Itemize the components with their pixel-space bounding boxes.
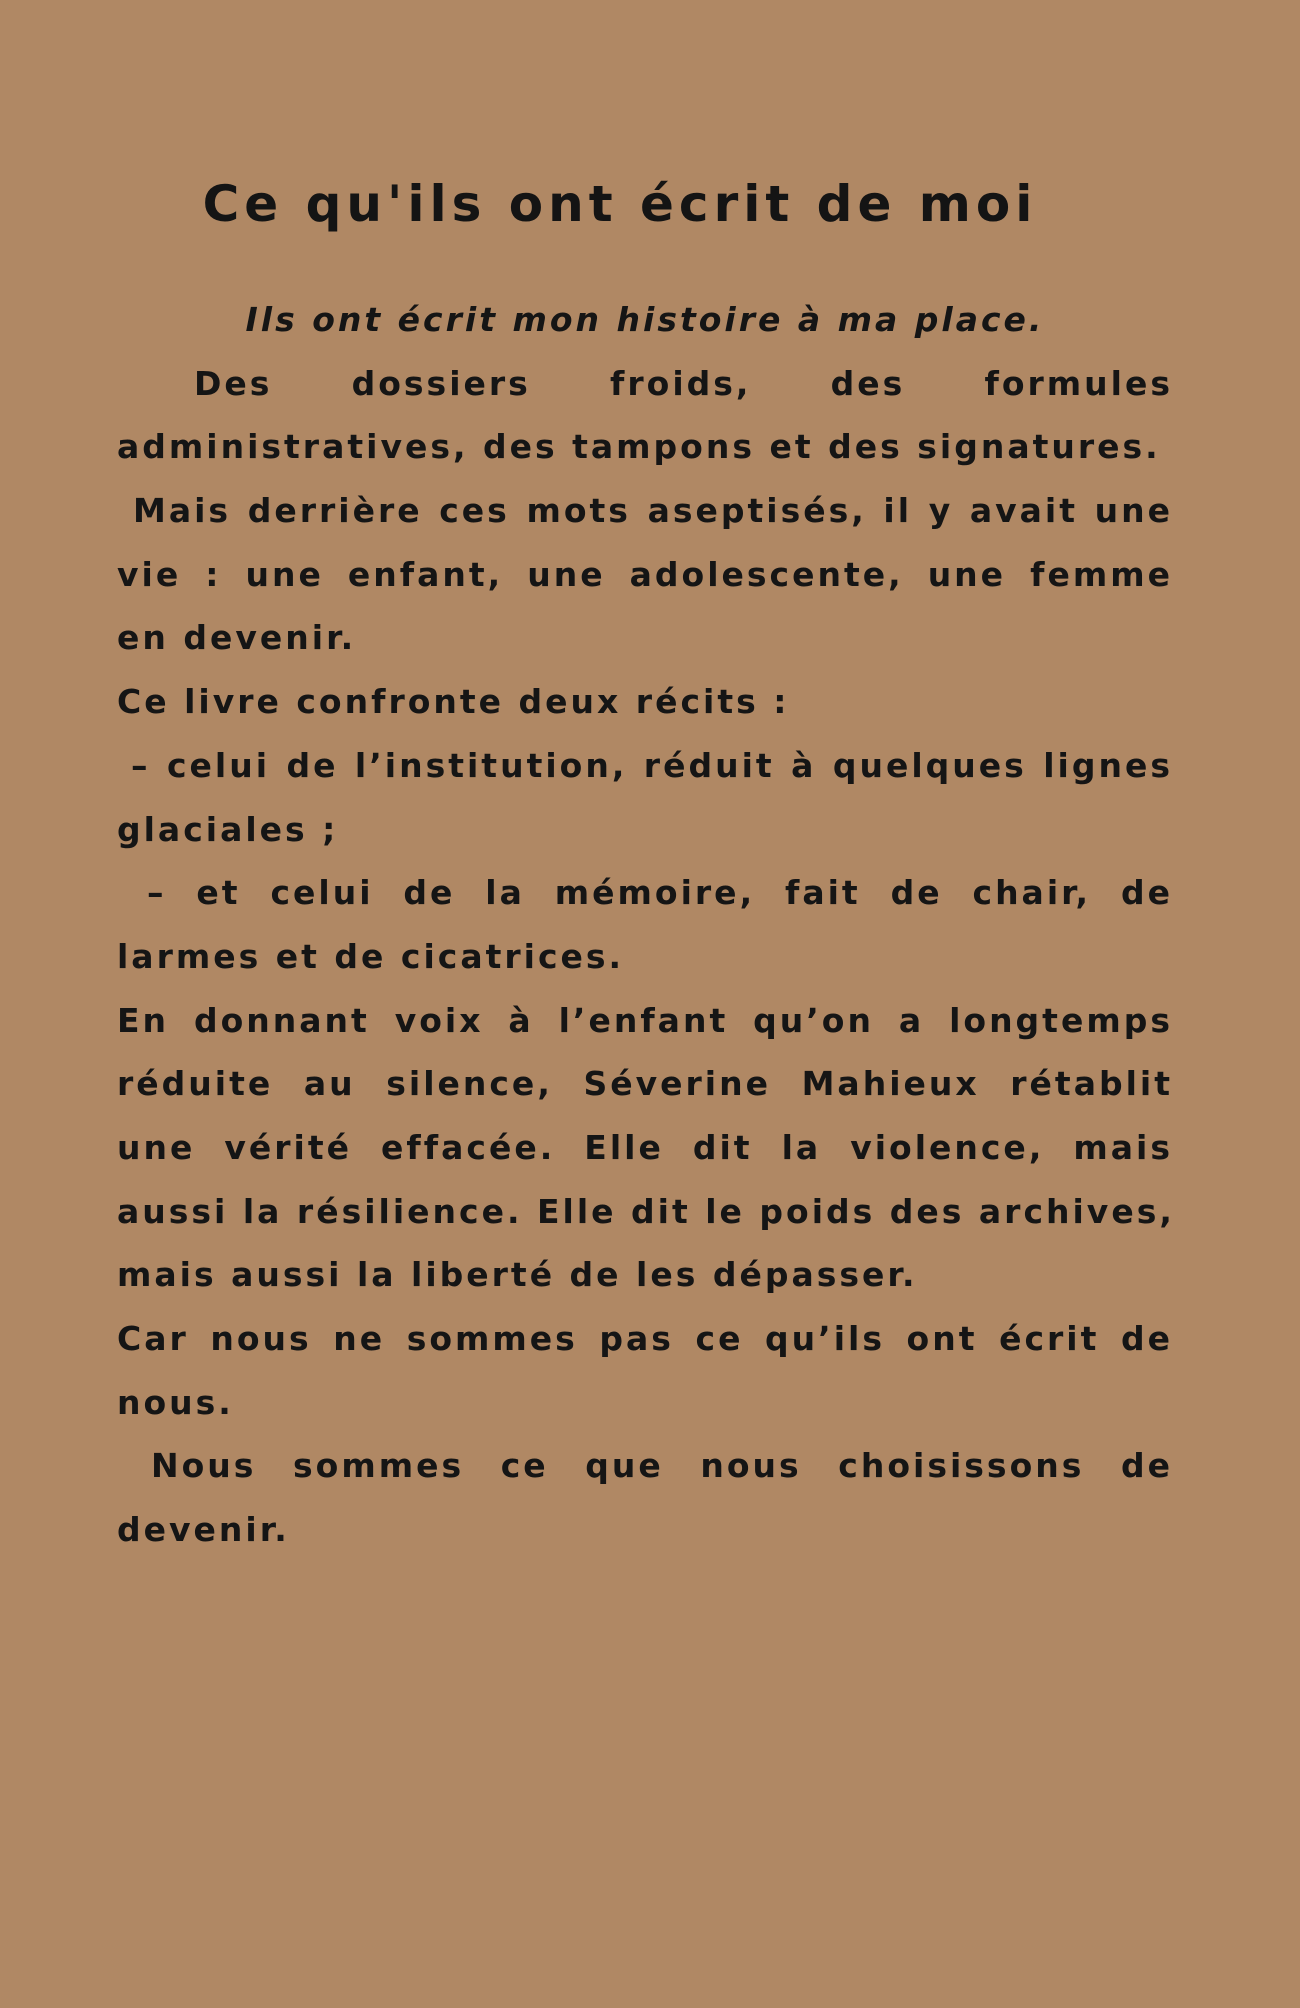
text-line: réduite au silence, Séverine Mahieux rétablit bbox=[117, 1064, 1173, 1104]
subtitle: Ils ont écrit mon histoire à ma place. bbox=[245, 300, 1045, 339]
text-line: larmes et de cicatrices. bbox=[117, 936, 625, 976]
text-line: glaciales ; bbox=[117, 809, 339, 849]
body-text bbox=[117, 288, 1173, 1562]
page-title: Ce qu'ils ont écrit de moi bbox=[202, 175, 1038, 233]
text-line: Mais derrière ces mots aseptisés, il y avait une bbox=[133, 491, 1173, 531]
text-line: – et celui de la mémoire, fait de chair, de bbox=[147, 873, 1173, 913]
text-line: administratives, des tampons et des signatures. bbox=[117, 427, 1161, 467]
text-line: Car nous ne sommes pas ce qu’ils ont écrit de bbox=[117, 1319, 1173, 1358]
text-line: vie : une enfant, une adolescente, une femme bbox=[117, 554, 1173, 594]
text-line: aussi la résilience. Elle dit le poids des archives, bbox=[117, 1191, 1175, 1231]
text-line: En donnant voix à l’enfant qu’on a longtemps bbox=[117, 1000, 1173, 1040]
text-line: en devenir. bbox=[117, 618, 357, 658]
text-line: – celui de l’institution, réduit à quelques lignes bbox=[131, 745, 1173, 785]
text-line: une vérité effacée. Elle dit la violence, mais bbox=[117, 1127, 1173, 1167]
text-line: devenir. bbox=[117, 1510, 290, 1550]
text-line: Ce livre confronte deux récits : bbox=[117, 682, 790, 722]
text-line: Nous sommes ce que nous choisissons de bbox=[151, 1446, 1173, 1486]
text-line: Des dossiers froids, des formules bbox=[194, 363, 1173, 403]
text-line: mais aussi la liberté de les dépasser. bbox=[117, 1255, 918, 1295]
text-line: nous. bbox=[117, 1382, 234, 1422]
